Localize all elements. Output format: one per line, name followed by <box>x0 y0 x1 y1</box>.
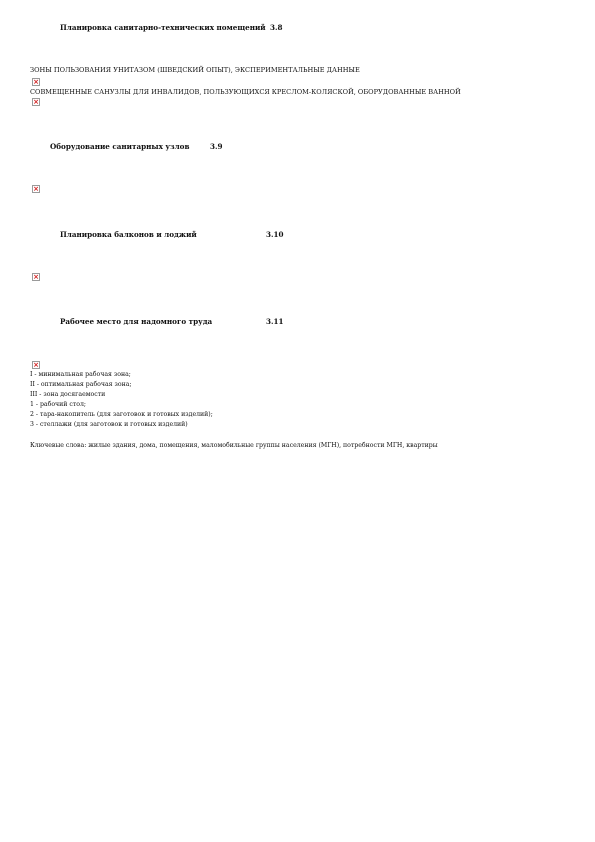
caption-label: Рабочее место для надомного труда <box>60 317 213 326</box>
caption-label: Оборудование санитарных узлов <box>50 142 190 151</box>
broken-image-icon: × <box>33 98 39 106</box>
caption-number: 3.10 <box>266 230 284 239</box>
broken-image-icon: × <box>33 78 39 86</box>
heading-combined-bathrooms: СОВМЕЩЕННЫЕ САНУЗЛЫ ДЛЯ ИНВАЛИДОВ, ПОЛЬЗУЮЩИХСЯ КРЕСЛОМ-КОЛЯСКОЙ, ОБОРУДОВАННЫЕ ВАННОЙ <box>30 88 461 96</box>
legend-item: I - минимальная рабочая зона; <box>30 371 131 378</box>
caption-number: 3.11 <box>266 317 284 326</box>
legend-item: 2 - тара-накопитель (для заготовок и готовых изделий); <box>30 411 213 418</box>
broken-image-icon: × <box>33 185 39 193</box>
broken-image-icon: × <box>33 361 39 369</box>
legend-item: II - оптимальная рабочая зона; <box>30 381 132 388</box>
legend-item: 3 - стеллажи (для заготовок и готовых изделий) <box>30 421 188 428</box>
caption-number: 3.9 <box>210 142 223 151</box>
caption-label: Планировка балконов и лоджий <box>60 230 197 239</box>
legend-item: 1 - рабочий стол; <box>30 401 86 408</box>
keywords-line: Ключевые слова: жилые здания, дома, помещения, маломобильные группы населения (МГН), потребности МГН, квартиры <box>30 442 438 449</box>
legend-item: III - зона досягаемости <box>30 391 106 398</box>
caption-number: 3.8 <box>270 23 283 32</box>
caption-label: Планировка санитарно-технических помещений <box>60 23 266 32</box>
heading-toilet-zones: ЗОНЫ ПОЛЬЗОВАНИЯ УНИТАЗОМ (ШВЕДСКИЙ ОПЫТ), ЭКСПЕРИМЕНТАЛЬНЫЕ ДАННЫЕ <box>30 66 360 74</box>
broken-image-icon: × <box>33 273 39 281</box>
